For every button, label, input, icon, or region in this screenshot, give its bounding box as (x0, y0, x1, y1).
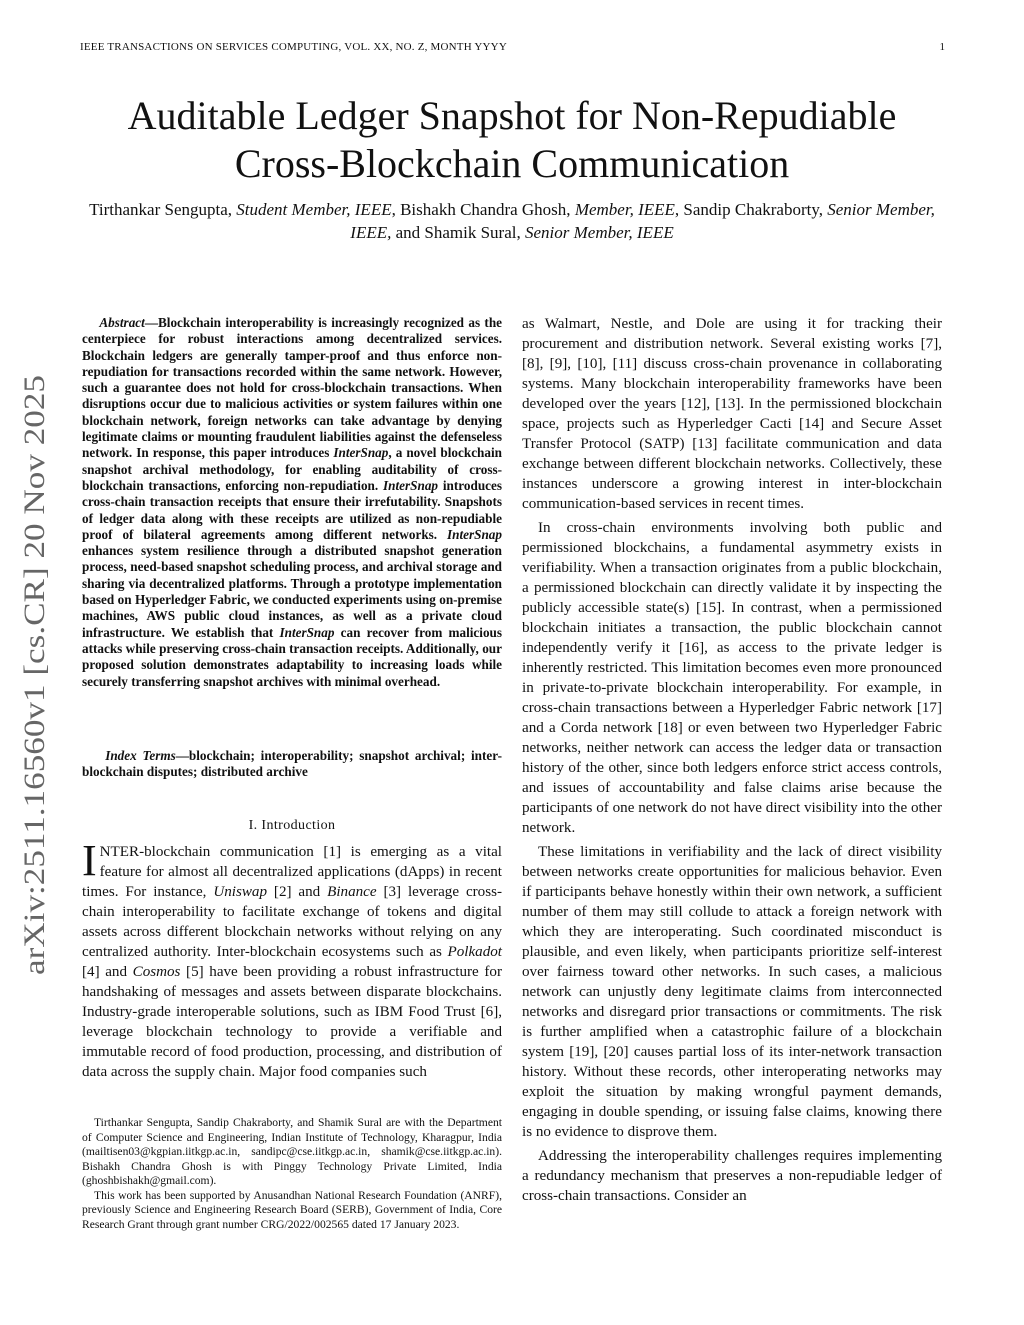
paragraph: Addressing the interoperability challenges requires implementing a redundancy mechanism that preserves a non-repudiable ledger of cross-chain transactions. Consider an (522, 1148, 942, 1204)
arxiv-stamp (12, 370, 52, 980)
author-4-role: Senior Member, IEEE (525, 223, 674, 242)
page-number: 1 (939, 41, 945, 53)
intersnap-name: InterSnap (383, 477, 439, 493)
footnote-affiliations: Tirthankar Sengupta, Sandip Chakraborty, and Shamik Sural are with the Department of Computer Science and Engineering, Indian Institute of Technology, Kharagpur, India (mailtisen03@kgpian.iitkgp.ac.in, sandipc@cse.iitkgp.ac.in, shamik@cse.iitkgp.ac.in). Bishakh Chandra Ghosh is with Pinggy Technology Private Limited, India (ghoshbishakh@gmail.com). (82, 1116, 502, 1187)
abstract-label: Abstract (99, 315, 145, 330)
intersnap-name: InterSnap (447, 526, 502, 542)
index-terms (82, 748, 502, 781)
intro-text-2: [2] and (267, 884, 328, 900)
abstract (82, 315, 502, 690)
abstract-text-2: , a novel blockchain snapshot archival methodology, for enabling auditability of cross-blockchain transactions, enforcing non-repudiation. (82, 445, 502, 493)
abstract-text-4: enhances system resilience through a distributed snapshot generation process, need-based snapshot scheduling process, and archival storage and sharing via decentralized platforms. Through a prototype implementation based on Hyperledger Fabric, we conducted experiments using on-premise machines, AWS public cloud instances, as well as a private cloud infrastructure. We establish that (82, 543, 502, 640)
index-terms-label: Index Terms (105, 748, 176, 763)
intro-text-3: [3] leverage cross-chain interoperability to facilitate exchange of tokens and digital assets across different blockchain networks without relying on any centralized authority. Inter-blockchain ecosystems such as (82, 884, 502, 960)
intersnap-name: InterSnap (279, 624, 335, 640)
introduction-text (82, 836, 502, 1082)
uniswap-name: Uniswap (213, 884, 268, 900)
cosmos-name: Cosmos (132, 964, 181, 980)
footnotes (82, 1116, 502, 1232)
paper-title (60, 92, 964, 188)
intro-text-1: NTER-blockchain communication [1] is emerging as a vital feature for almost all decentralized applications (dApps) in recent times. For instance, (82, 844, 502, 900)
binance-name: Binance (327, 884, 377, 900)
paragraph: These limitations in verifiability and the lack of direct visibility between networks create opportunities for malicious behavior. Even if participants behave honestly within their own network, a sufficient number of them may still collude to attack a foreign network with which they are interoperating. Such coordinated misconduct is plausible, and even likely, when participants prioritize self-interest over fairness toward other networks. In such cases, a malicious network can unjustly deny legitimate claims from interconnected networks and disregard prior transactions or commitments. The risk is further amplified when a catastrophic failure of a blockchain system [19], [20] causes partial loss of its inter-network transaction history. Without these records, other interoperating networks may exploit the situation by making wrongful payment demands, engaging in double spending, or issuing false claims, knowing there is no evidence to disprove them. (522, 844, 942, 1140)
author-1-role: Student Member, IEEE (236, 200, 392, 219)
paragraph: as Walmart, Nestle, and Dole are using it for tracking their procurement and distribution network. Several existing works [7], [8], [9], [10], [11] discuss cross-chain provenance in collaborating systems. Many blockchain interoperability frameworks have been developed over the years [12], [13]. In the permissioned blockchain space, projects such as Hyperledger Cacti [14] and Secure Asset Transfer Protocol (SATP) [13] facilitate communication and data exchange between different blockchain networks. Collectively, these instances underscore a growing interest in inter-blockchain communication-based services in recent times. (522, 316, 942, 512)
author-list (80, 198, 944, 244)
arxiv-stamp-text: arXiv:2511.16560v1 [cs.CR] 20 Nov 2025 (18, 462, 51, 975)
author-2-role: Member, IEEE (574, 200, 675, 219)
right-column-text (522, 314, 942, 1206)
footnote-funding: This work has been supported by Anusandhan National Research Foundation (ANRF), previously Science and Engineering Research Board (SERB), Government of India, Core Research Grant through grant number CRG/2022/002565 dated 17 January 2023. (82, 1188, 502, 1231)
section-heading: I. Introduction (248, 818, 336, 833)
paragraph: In cross-chain environments involving both public and permissioned blockchains, a fundamental asymmetry exists in verifiability. When a transaction originates from a public blockchain, a permissioned blockchain can directly validate it by inspecting the publicly accessible state(s) [15]. In contrast, when a permissioned blockchain initiates a transaction, the public blockchain cannot independently verify it [16], as access to the private ledger is inherently restricted. This limitation becomes even more pronounced in private-to-private blockchain interoperability. For example, in cross-chain transactions between a Hyperledger Fabric network [17] and a Corda network [18] or even between two Hyperledger Fabric networks, neither network can access the ledger data or transaction history of the other, since both ledgers enforce strict access controls, and issues of accountability and false claims arise because the participants of one network do not have direct visibility into the other network. (522, 520, 942, 836)
author-2: , Bishakh Chandra Ghosh, (391, 200, 571, 219)
author-3: , Sandip Chakraborty, (674, 200, 823, 219)
intro-text-4: [4] and (82, 964, 133, 980)
abstract-text-1: —Blockchain interoperability is increasingly recognized as the centerpiece for robust interactions among decentralized services. Blockchain ledgers are generally tamper-proof and thus enforce non-repudiation for transactions recorded within the same network. However, such a guarantee does not hold for cross-blockchain transactions. When disruptions occur due to malicious activities or system failures within one blockchain network, foreign networks can take advantage by denying legitimate claims or mounting fraudulent liabilities against the defenseless network. In response, this paper introduces (82, 315, 503, 461)
index-terms-text: —blockchain; interoperability; snapshot archival; inter-blockchain disputes; distributed archive (82, 748, 503, 780)
intro-text-5: [5] have been providing a robust infrastructure for handshaking of messages and assets between disparate blockchains. Industry-grade interoperable solutions, such as IBM Food Trust [6], leverage blockchain technology to provide a verifiable and immutable record of food production, processing, and distribution of data across the supply chain. Major food companies such (82, 964, 502, 1080)
running-head: IEEE TRANSACTIONS ON SERVICES COMPUTING, VOL. XX, NO. Z, MONTH YYYY (80, 41, 507, 53)
drop-cap: I (82, 836, 97, 885)
title-line-2: Cross-Blockchain Communication (234, 141, 790, 186)
abstract-text-5: can recover from malicious attacks while preserving cross-chain transaction receipts. Additionally, our proposed solution demonstrates adaptability to increasing loads while securely transferring snapshot archives with minimal overhead. (82, 624, 502, 689)
author-1: Tirthankar Sengupta, (89, 200, 233, 219)
abstract-text-3: introduces cross-chain transaction receipts that ensure their irrefutability. Snapshots of ledger data along with these receipts are utilized as non-repudiable proof of bilateral agreements among different networks. (82, 477, 502, 542)
intersnap-name: InterSnap (333, 445, 389, 461)
author-3-role: Senior Member, IEEE, (350, 200, 935, 242)
author-4: and Shamik Sural, (395, 223, 521, 242)
title-line-1: Auditable Ledger Snapshot for Non-Repudiable (127, 93, 897, 138)
polkadot-name: Polkadot (447, 944, 502, 960)
